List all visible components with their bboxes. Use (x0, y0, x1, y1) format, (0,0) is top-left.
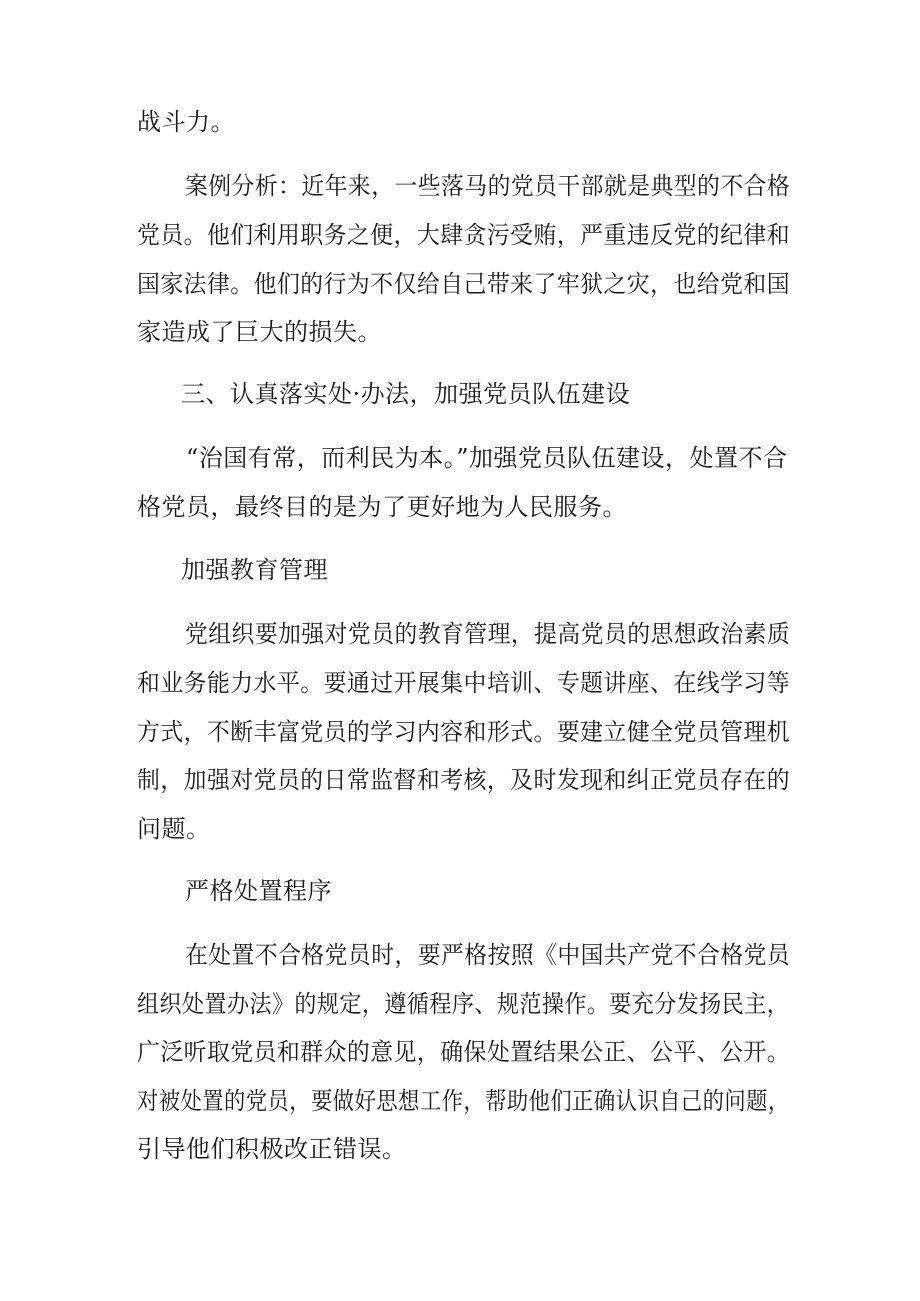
paragraph-line: 家造成了巨大的损失。 (137, 318, 382, 346)
paragraph-line: 方式，不断丰富党员的学习内容和形式。要建立健全党员管理机 (137, 718, 791, 746)
paragraph-line: 和业务能力水平。要通过开展集中培训、专题讲座、在线学习等 (137, 669, 791, 697)
paragraph-line: 在处置不合格党员时，要严格按照《中国共产党不合格党员 (185, 941, 791, 969)
paragraph-line: 制，加强对党员的日常监督和考核，及时发现和纠正党员存在的 (137, 766, 791, 794)
paragraph-line: 对被处置的党员，要做好思想工作，帮助他们正确认识自己的问题， (137, 1087, 790, 1115)
paragraph-line: 组织处置办法》的规定，遵循程序、规范操作。要充分发扬民主， (137, 990, 790, 1018)
paragraph-line: 广泛听取党员和群众的意见，确保处置结果公正、公平、公开。 (137, 1038, 791, 1066)
paragraph-line: 格党员，最终目的是为了更好地为人民服务。 (137, 493, 627, 521)
paragraph-line: “治国有常，而利民为本。”加强党员队伍建设，处置不合 (186, 444, 788, 472)
paragraph-line: 国家法律。他们的行为不仅给自己带来了牢狱之灾，也给党和国 (137, 270, 791, 298)
paragraph-line: 战斗力。 (137, 108, 235, 136)
paragraph-line: 引导他们积极改正错误。 (137, 1135, 407, 1163)
paragraph-line: 党组织要加强对党员的教育管理，提高党员的思想政治素质 (185, 620, 791, 648)
paragraph-line: 问题。 (137, 815, 211, 843)
subsection-heading: 严格处置程序 (185, 877, 332, 905)
section-heading: 三、认真落实处·办法，加强党员队伍建设 (181, 380, 631, 408)
paragraph-line: 党员。他们利用职务之便，大肆贪污受贿，严重违反党的纪律和 (137, 221, 791, 249)
paragraph-line: 案例分析：近年来，一些落马的党员干部就是典型的不合格 (185, 172, 791, 200)
subsection-heading: 加强教育管理 (181, 556, 328, 584)
